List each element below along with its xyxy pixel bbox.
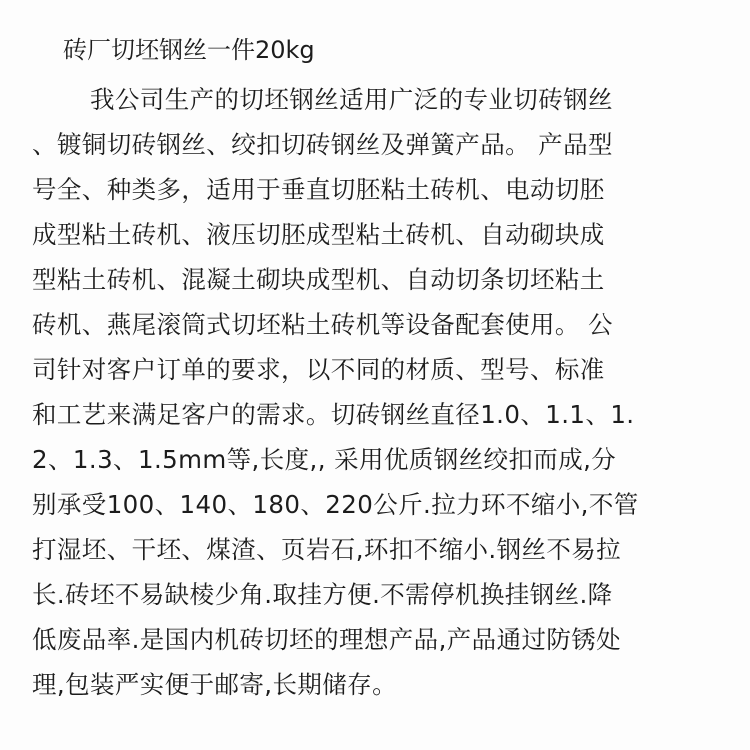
text-line: 打湿坯、干坯、煤渣、页岩石,环扣不缩小.钢丝不易拉 bbox=[32, 535, 622, 564]
text-line: 和工艺来满足客户的需求。切砖钢丝直径1.0、1.1、1. bbox=[32, 400, 635, 429]
text-line: 理,包装严实便于邮寄,长期储存。 bbox=[32, 670, 397, 699]
document-title: 砖厂切坯钢丝一件20kg bbox=[63, 36, 315, 64]
text-line: 低废品率.是国内机砖切坯的理想产品,产品通过防锈处 bbox=[32, 625, 622, 654]
text-line: 别承受100、140、180、220公斤.拉力环不缩小,不管 bbox=[32, 490, 639, 519]
text-line: 长.砖坯不易缺棱少角.取挂方便.不需停机换挂钢丝.降 bbox=[32, 580, 613, 609]
text-line: 2、1.3、1.5mm等,长度,, 采用优质钢丝绞扣而成,分 bbox=[32, 445, 617, 474]
description-body bbox=[32, 77, 732, 707]
text-line: 司针对客户订单的要求，以不同的材质、型号、标准 bbox=[32, 355, 605, 384]
text-line: 砖机、燕尾滚筒式切坯粘土砖机等设备配套使用。 公 bbox=[32, 310, 613, 339]
text-line: 、镀铜切砖钢丝、绞扣切砖钢丝及弹簧产品。 产品型 bbox=[32, 130, 613, 159]
text-line: 我公司生产的切坯钢丝适用广泛的专业切砖钢丝 bbox=[90, 85, 613, 114]
text-line: 号全、种类多，适用于垂直切胚粘土砖机、电动切胚 bbox=[32, 175, 605, 204]
text-line: 成型粘土砖机、液压切胚成型粘土砖机、自动砌块成 bbox=[32, 220, 605, 249]
text-line: 型粘土砖机、混凝土砌块成型机、自动切条切坯粘土 bbox=[32, 265, 605, 294]
